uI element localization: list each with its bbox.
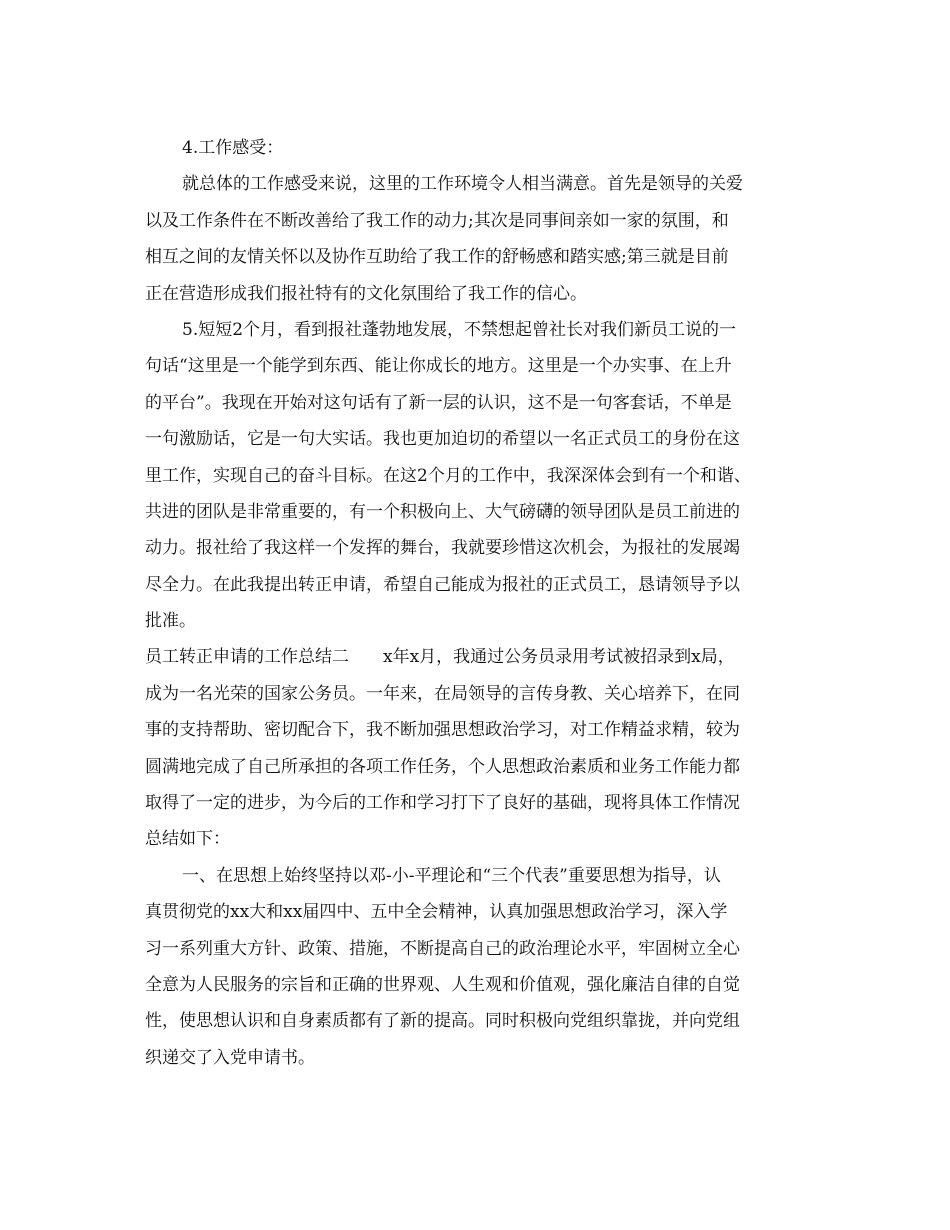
paragraph-line: 性，使思想认识和自身素质都有了新的提高。同时积极向党组织靠拢，并向党组 [145, 1011, 740, 1032]
section-heading: 4.工作感受： [182, 138, 284, 158]
paragraph-line: 以及工作条件在不断改善给了我工作的动力;其次是同事间亲如一家的氛围，和 [145, 210, 729, 231]
paragraph-line: 圆满地完成了自己所承担的各项工作任务，个人思想政治素质和业务工作能力都 [145, 756, 740, 777]
document-body [145, 130, 805, 1076]
paragraph-line: 就总体的工作感受来说，这里的工作环境令人相当满意。首先是领导的关爱 [182, 174, 743, 195]
paragraph-line: 动力。报社给了我这样一个发挥的舞台，我就要珍惜这次机会，为报社的发展竭 [145, 538, 740, 559]
paragraph-line: 里工作，实现自己的奋斗目标。在这2个月的工作中，我深深体会到有一个和谐、 [145, 465, 751, 486]
section-title-line: 员工转正申请的工作总结二 x年x月，我通过公务员录用考试被招录到x局， [145, 647, 735, 668]
paragraph-line: 一句激励话，它是一句大实话。我也更加迫切的希望以一名正式员工的身份在这 [145, 429, 740, 450]
paragraph-line: 尽全力。在此我提出转正申请，希望自己能成为报社的正式员工，恳请领导予以 [145, 574, 740, 595]
paragraph-line: 的平台”。我现在开始对这句话有了新一层的认识，这不是一句客套话，不单是 [145, 392, 732, 413]
paragraph-line: 相互之间的友情关怀以及协作互助给了我工作的舒畅感和踏实感;第三就是目前 [145, 247, 729, 268]
paragraph-line: 总结如下： [145, 829, 230, 850]
paragraph-line: 共进的团队是非常重要的，有一个积极向上、大气磅礴的领导团队是员工前进的 [145, 501, 740, 522]
paragraph-line: 正在营造形成我们报社特有的文化氛围给了我工作的信心。 [145, 283, 587, 304]
paragraph-line: 成为一名光荣的国家公务员。一年来，在局领导的言传身教、关心培养下，在同 [145, 683, 740, 704]
paragraph-line: 句话“这里是一个能学到东西、能让你成长的地方。这里是一个办实事、在上升 [145, 356, 732, 377]
paragraph-line: 取得了一定的进步，为今后的工作和学习打下了良好的基础，现将具体工作情况 [145, 793, 740, 814]
paragraph-line: 习一系列重大方针、政策、措施，不断提高自己的政治理论水平，牢固树立全心 [145, 938, 740, 959]
paragraph-line: 事的支持帮助、密切配合下，我不断加强思想政治学习，对工作精益求精，较为 [145, 720, 740, 741]
paragraph-line: 真贯彻党的xx大和xx届四中、五中全会精神，认真加强思想政治学习，深入学 [145, 902, 728, 923]
paragraph-line: 全意为人民服务的宗旨和正确的世界观、人生观和价值观，强化廉洁自律的自觉 [145, 974, 740, 995]
paragraph-line: 一、在思想上始终坚持以邓-小-平理论和“三个代表”重要思想为指导，认 [182, 865, 721, 886]
paragraph-line: 织递交了入党申请书。 [145, 1047, 315, 1068]
paragraph-line: 5.短短2个月，看到报社蓬勃地发展，不禁想起曾社长对我们新员工说的一 [182, 319, 737, 340]
paragraph-line: 批准。 [145, 611, 196, 632]
